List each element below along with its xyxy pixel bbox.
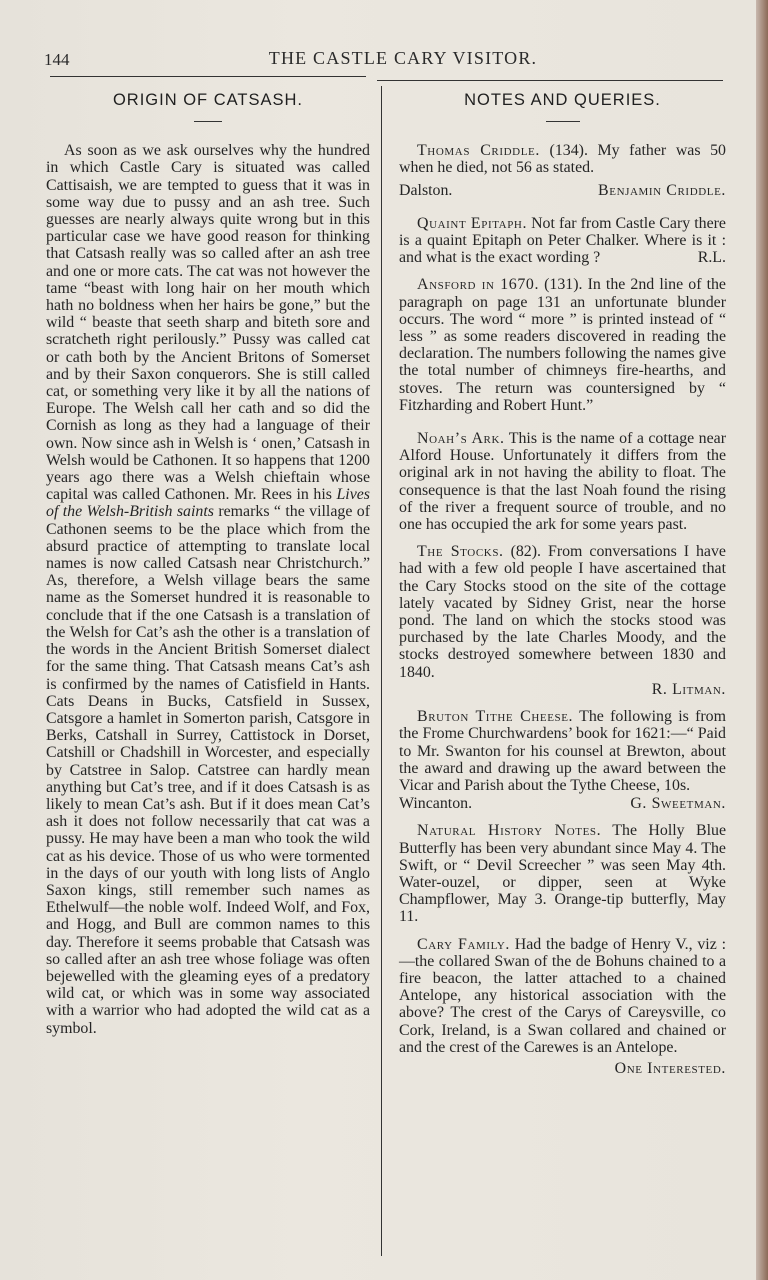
note-quaint-epitaph bbox=[399, 215, 726, 267]
article-origin-of-catsash bbox=[46, 92, 370, 1037]
header-rule-left bbox=[50, 76, 366, 77]
header-rule-right bbox=[377, 80, 723, 81]
note-text: (131). In the 2nd line of the paragraph on page 131 an unfortunate blunder occurs. The word “ more ” is printed instead of “ less ” as some readers discovered in reading the declaration. The numbers following the names give the total number of chimneys fire-hearths, and stoves. The return was countersigned by “ Fitzharding and Robert Hunt.” bbox=[399, 276, 726, 414]
article-title: ORIGIN OF CATSASH. bbox=[112, 91, 304, 109]
note-text: (82). From conversations I have had with a few old people I have ascertained that the Cary Stocks stood on the site of the cottage lately vacated by Sidney Grist, near the horse pond. The land on which the stocks stood was purchased by the late Charles Moody, and the stocks destroyed somewhere between 1830 and 1840. bbox=[399, 543, 726, 681]
note-place: Wincanton. bbox=[399, 795, 473, 813]
running-head bbox=[0, 48, 756, 72]
title-rule bbox=[194, 121, 222, 122]
journal-title: THE CASTLE CARY VISITOR. bbox=[268, 48, 538, 68]
article-body bbox=[46, 142, 370, 1037]
note-text: This is the name of a cottage near Alford House. Unfortunately it differs from the original ark in not having the ability to float. The consequence is that the last Noah found the rising of the river a frequent source of trouble, and no one has occupied the ark for some years past. bbox=[399, 430, 726, 534]
note-text: The Holly Blue Butterfly has been very abundant since May 4. The Swift, or “ Devil Screecher ” was seen May 4th. Water-ouzel, or dipper, seen at Wyke Champflower, May 3. Orange-tip butterfly, May 11. bbox=[399, 822, 727, 926]
note-heading: Thomas Criddle. bbox=[417, 142, 540, 160]
title-rule bbox=[546, 121, 580, 122]
note-natural-history bbox=[399, 822, 726, 925]
note-heading: Quaint Epitaph. bbox=[417, 214, 528, 232]
note-text: Had the badge of Henry V., viz :—the collared Swan of the de Bohuns chained to a fire beacon, the latter attached to a chained Antelope, any historical association with the above? The crest of the Carys of Careysville, co Cork, Ireland, is a Swan collared and chained or and the crest of the Carewes is an Antelope. bbox=[399, 935, 726, 1056]
note-heading: Noah’s Ark. bbox=[417, 430, 505, 448]
note-noahs-ark bbox=[399, 430, 726, 533]
note-heading: Natural History Notes. bbox=[417, 822, 602, 840]
note-bruton-tithe-cheese bbox=[399, 708, 726, 812]
note-text: The following is from the Frome Churchwardens’ book for 1621:—“ Paid to Mr. Swanton for his counsel at Brewton, about the award and drawing up the award between the Vicar and Parish about the Tythe Cheese, 10s. bbox=[399, 708, 726, 794]
note-signature: Benjamin Criddle. bbox=[598, 181, 726, 199]
note-place: Dalston. bbox=[399, 181, 453, 199]
note-heading: Bruton Tithe Cheese. bbox=[417, 708, 574, 726]
section-title: NOTES AND QUERIES. bbox=[464, 91, 661, 109]
note-cary-family bbox=[399, 936, 726, 1078]
note-heading: Cary Family. bbox=[417, 935, 510, 953]
column-divider bbox=[381, 86, 382, 1256]
note-the-stocks bbox=[399, 543, 726, 698]
article-body-part2: remarks “ the village of Cathonen seems to be the place which from the absurd practice of attempting to translate local names is now called Catsash near Christchurch.” As, therefore, a Welsh village bears the same name as the Somerset hundred it is reasonable to conclude that if the one Catsash is a translation of the Welsh for Cat’s ash the other is a translation of the words in the Ancient British Somerset dialect for the same thing. That Catsash means Cat’s ash is confirmed by the names of Catisfield in Hants. Cats Deans in Bucks, Catsfield in Sussex, Catsgore a hamlet in Somerton parish, Catsgore in Berks, Catshall in Surrey, Cattistock in Dorset, Catshill or Chadshill in Worcester, and especially by Catstree in Salop. Catstree can hardly mean anything but Cat’s tree, and if it does Catsash is as likely to mean Cat’s ash. But if it does mean Cat’s ash it does not follow necessarily that cat was a pussy. He may have been a man who took the wild cat as his device. Those of us who were tormented in the days of our youth with long lists of Anglo Saxon kings, still remember such names as Ethelwulf—the noble wolf. Indeed Wolf, and Fox, and Hogg, and Bull are common names to this day. Therefore it seems probable that Catsash was so called after an ash tree whose foliage was often bejewelled with the gleaming eyes of a predatory wild cat, or which was in some way associated with a warrior who had adopted the wild cat as a symbol. bbox=[46, 503, 370, 1037]
article-body-part1: As soon as we ask ourselves why the hundred in which Castle Cary is situated was called Cattisaish, we are tempted to guess that it was in some way due to pussy and an ash tree. Such guesses are nearly always quite wrong but in this particular case we have good reason for thinking that Catsash really was so called after an ash tree and one or more cats. The cat was not however the tame “beast with long hair on her mouth which hath no boldness when her hairs be gone,” but the wild “ beaste that seeth sharp and biteth sore and scratcheth right perilously.” Pussy was called cat or cath both by the Ancient Britons of Somerset and by their Saxon conquerors. She is still called cat, or something very like it by all the nations of Europe. The Welsh call her cath and so did the Cornish as long as they had a language of their own. Now since ash in Welsh is ‘ onen,’ Catsash in Welsh would be Cathonen. It so happens that 1200 years ago there was a Welsh chieftain whose capital was called Cathonen. Mr. Rees in his bbox=[46, 142, 370, 504]
note-text: Not far from Castle Cary there is a quaint Epitaph on Peter Chalker. Where is it : and what is the exact wording ? bbox=[399, 214, 726, 267]
book-title: Lives of the Welsh-British saints bbox=[46, 486, 370, 521]
note-heading: Ansford in 1670. bbox=[417, 276, 540, 294]
page-number: 144 bbox=[44, 50, 70, 69]
book-edge bbox=[756, 0, 768, 1280]
note-heading: The Stocks. bbox=[417, 543, 504, 561]
notes-and-queries bbox=[399, 92, 726, 1087]
note-text: (134). My father was 50 when he died, not 56 as stated. bbox=[399, 142, 727, 177]
note-signature: G. Sweetman. bbox=[630, 795, 726, 813]
note-signature: R. Litman. bbox=[651, 680, 726, 698]
note-signature: One Interested. bbox=[614, 1059, 726, 1077]
note-thomas-criddle bbox=[399, 142, 726, 199]
note-signature: R.L. bbox=[697, 249, 726, 267]
note-ansford-1670 bbox=[399, 276, 726, 414]
